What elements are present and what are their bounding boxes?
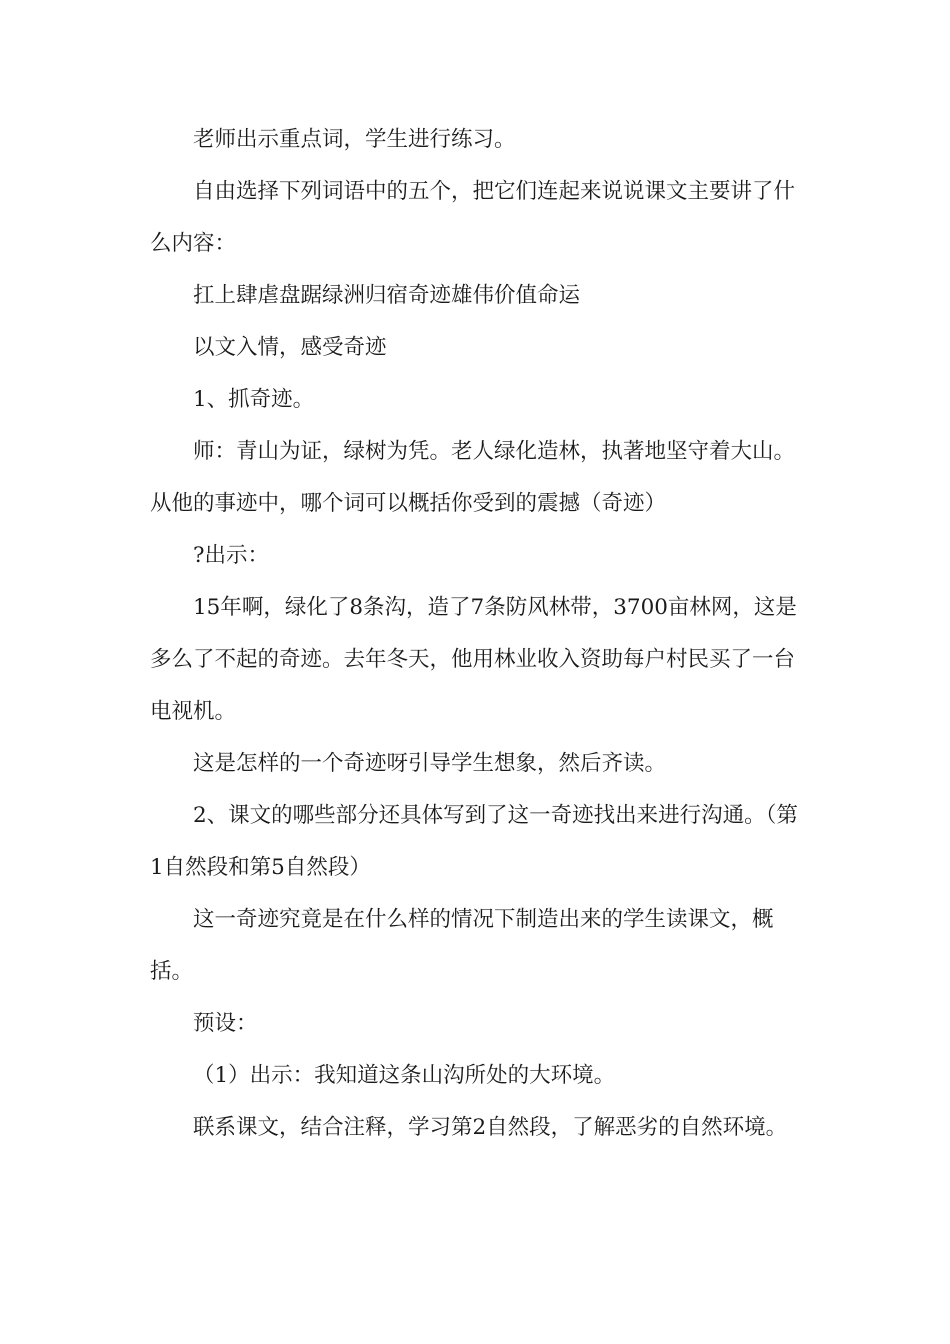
paragraph-12: 预设： [193, 1011, 258, 1036]
paragraph-4: 以文入情，感受奇迹 [193, 335, 387, 360]
paragraph-8: 15年啊，绿化了8条沟，造了7条防风林带，3700亩林网，这是多么了不起的奇迹。去年冬天，他用林业收入资助每户村民买了一台电视机。 [150, 595, 797, 724]
paragraph-1: 老师出示重点词，学生进行练习。 [193, 127, 516, 152]
paragraph-3: 扛上肆虐盘踞绿洲归宿奇迹雄伟价值命运 [193, 283, 581, 308]
paragraph-14: 联系课文，结合注释，学习第2自然段，了解恶劣的自然环境。 [193, 1115, 788, 1140]
document-body [150, 114, 810, 1154]
paragraph-5: 1、抓奇迹。 [193, 387, 315, 412]
paragraph-9: 这是怎样的一个奇迹呀引导学生想象，然后齐读。 [193, 751, 667, 776]
paragraph-6: 师：青山为证，绿树为凭。老人绿化造林，执著地坚守着大山。从他的事迹中，哪个词可以概括你受到的震撼（奇迹） [150, 439, 796, 516]
paragraph-2: 自由选择下列词语中的五个，把它们连起来说说课文主要讲了什么内容： [150, 179, 796, 256]
paragraph-10: 2、课文的哪些部分还具体写到了这一奇迹找出来进行沟通。（第1自然段和第5自然段） [150, 803, 798, 880]
paragraph-7: ?出示： [193, 543, 270, 568]
paragraph-11: 这一奇迹究竟是在什么样的情况下制造出来的学生读课文，概括。 [150, 907, 774, 984]
paragraph-13: （1）出示：我知道这条山沟所处的大环境。 [193, 1063, 616, 1088]
